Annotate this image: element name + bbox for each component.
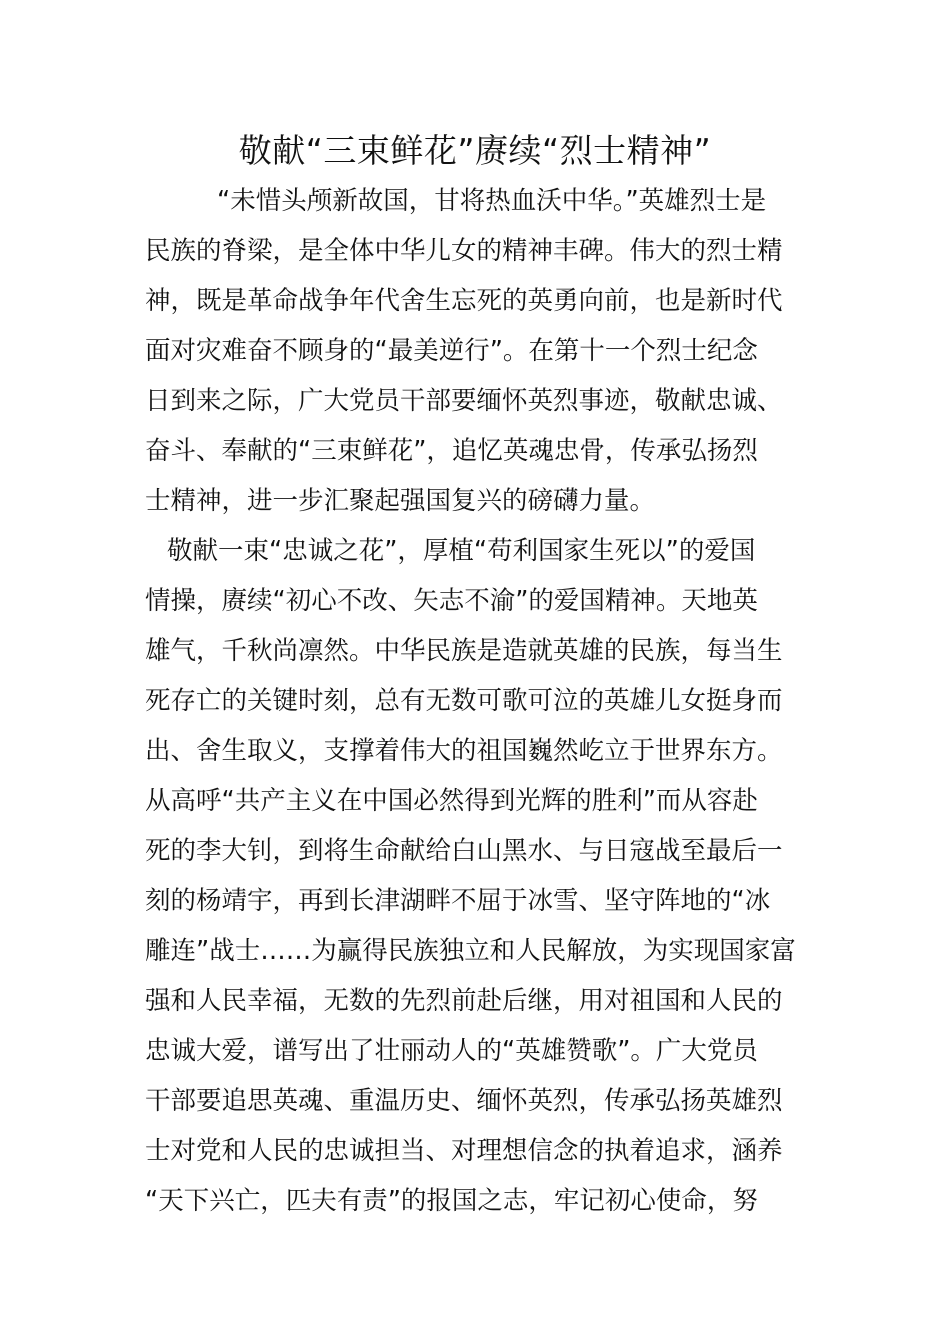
paragraph-1-line-2: 民族的脊梁，是全体中华儿女的精神丰碑。伟大的烈士精: [145, 236, 783, 266]
paragraph-1-line-7: 士精神，进一步汇聚起强国复兴的磅礴力量。: [145, 486, 656, 516]
paragraph-2-line-5: 出、舍生取义，支撑着伟大的祖国巍然屹立于世界东方。: [145, 736, 783, 766]
paragraph-1-line-3: 神，既是革命战争年代舍生忘死的英勇向前，也是新时代: [145, 286, 783, 316]
paragraph-2-line-8: 刻的杨靖宇，再到长津湖畔不屈于冰雪、坚守阵地的“冰: [145, 886, 771, 916]
paragraph-2-line-14: “天下兴亡，匹夫有责”的报国之志，牢记初心使命，努: [145, 1186, 758, 1216]
paragraph-2-line-2: 情操，赓续“初心不改、矢志不渝”的爱国精神。天地英: [145, 586, 758, 616]
paragraph-2-line-12: 干部要追思英魂、重温历史、缅怀英烈，传承弘扬英雄烈: [145, 1086, 783, 1116]
document-body: [145, 176, 810, 1226]
document-title: 敬献“三束鲜花”赓续“烈士精神”: [238, 131, 712, 170]
paragraph-2-line-1: 敬献一束“忠诚之花”，厚植“苟利国家生死以”的爱国: [167, 536, 756, 566]
paragraph-1-line-6: 奋斗、奉献的“三束鲜花”，追忆英魂忠骨，传承弘扬烈: [145, 436, 758, 466]
paragraph-1-line-1: “未惜头颅新故国，甘将热血沃中华。”英雄烈士是: [217, 186, 767, 216]
paragraph-2-line-9: 雕连”战士……为赢得民族独立和人民解放，为实现国家富: [145, 936, 796, 966]
paragraph-1-line-5: 日到来之际，广大党员干部要缅怀英烈事迹，敬献忠诚、: [145, 386, 783, 416]
paragraph-2-line-4: 死存亡的关键时刻，总有无数可歌可泣的英雄儿女挺身而: [145, 686, 783, 716]
paragraph-2-line-6: 从高呼“共产主义在中国必然得到光辉的胜利”而从容赴: [145, 786, 758, 816]
paragraph-2-line-7: 死的李大钊，到将生命献给白山黑水、与日寇战至最后一: [145, 836, 783, 866]
paragraph-2-line-13: 士对党和人民的忠诚担当、对理想信念的执着追求，涵养: [145, 1136, 783, 1166]
paragraph-1-line-4: 面对灾难奋不顾身的“最美逆行”。在第十一个烈士纪念: [145, 336, 758, 366]
paragraph-2-line-11: 忠诚大爱，谱写出了壮丽动人的“英雄赞歌”。广大党员: [145, 1036, 758, 1066]
paragraph-2-line-10: 强和人民幸福，无数的先烈前赴后继，用对祖国和人民的: [145, 986, 783, 1016]
paragraph-2-line-3: 雄气，千秋尚凛然。中华民族是造就英雄的民族，每当生: [145, 636, 783, 666]
